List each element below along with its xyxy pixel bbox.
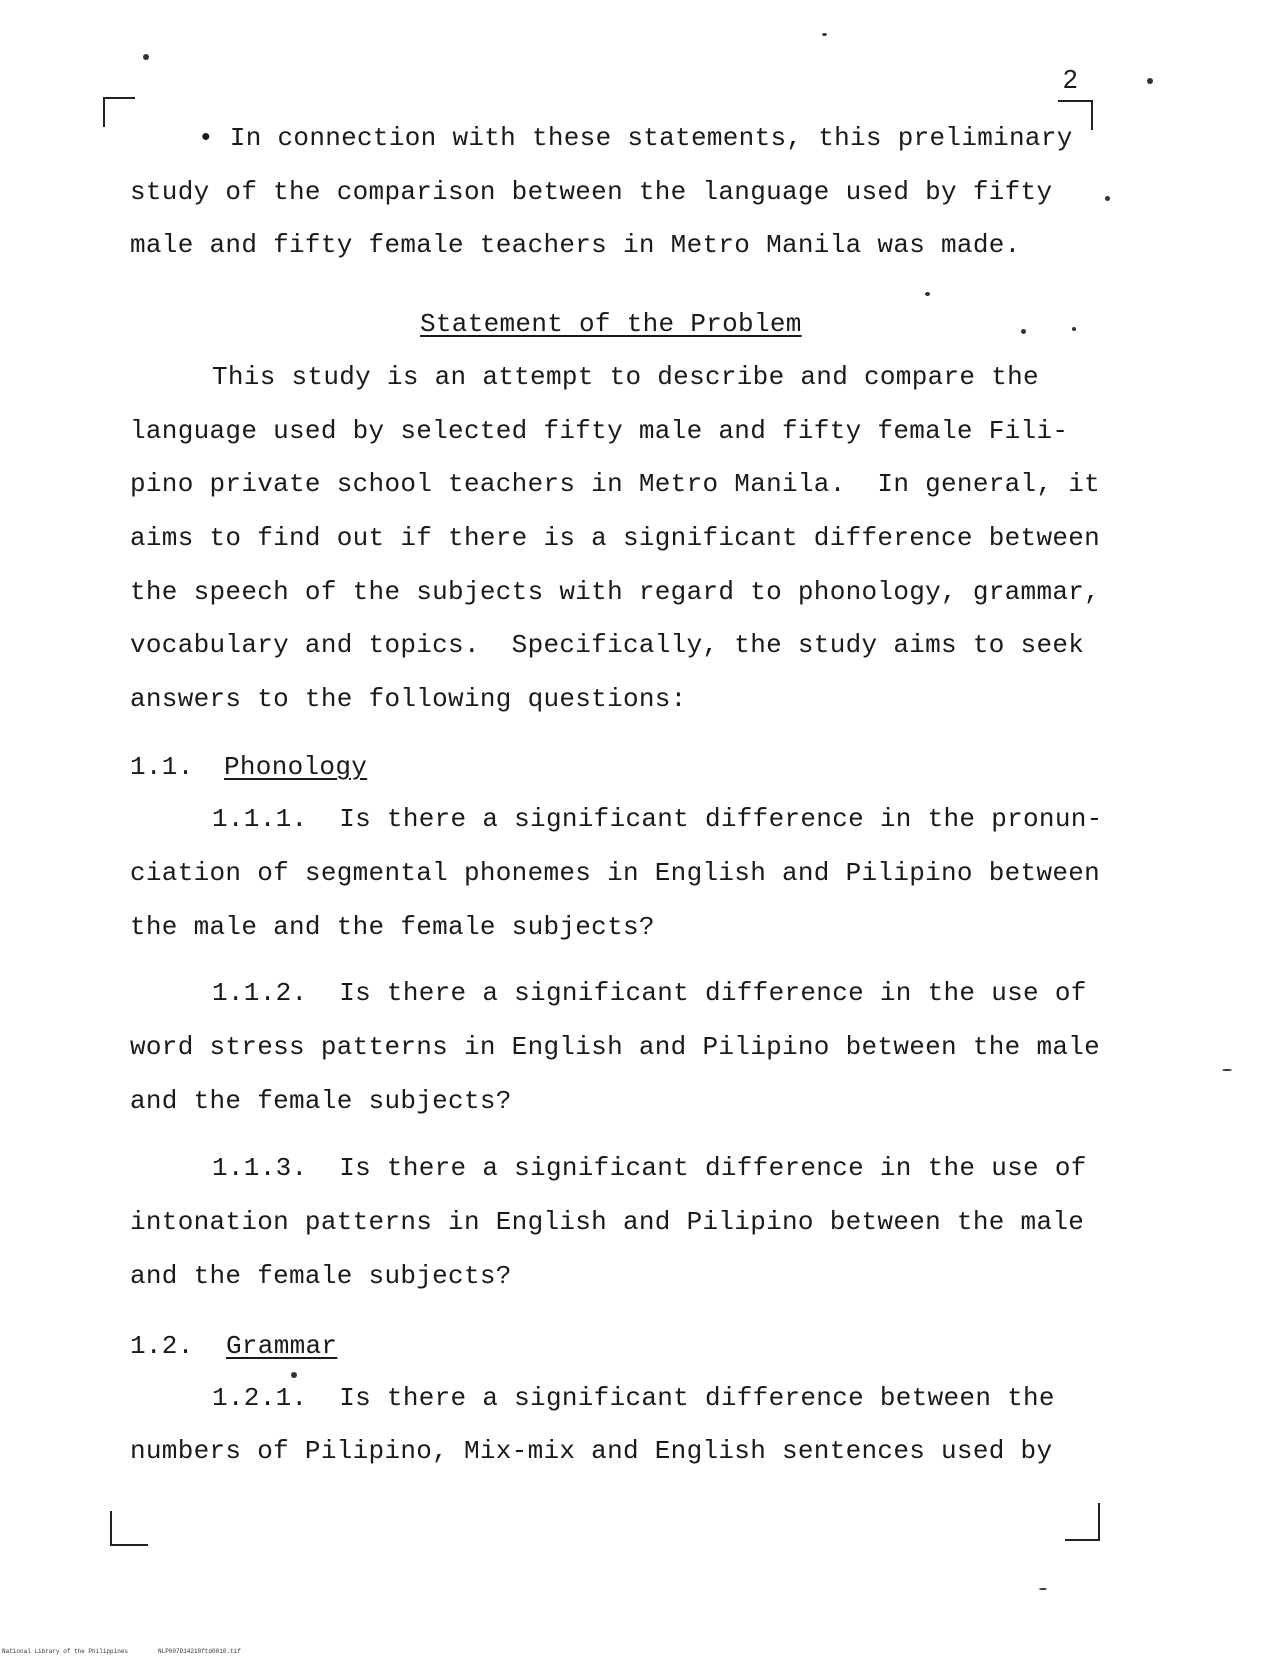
- text-line: This study is an attempt to describe and compare the: [212, 362, 1039, 392]
- text-line: 1.1.1. Is there a significant difference in the pronun-: [212, 804, 1103, 834]
- corner-mark-bottom-right: [1065, 1539, 1100, 1541]
- text-line: 1.1.2. Is there a significant difference in the use of: [212, 978, 1087, 1008]
- subsection-number: 1.2.: [130, 1331, 194, 1361]
- text-line: intonation patterns in English and Pilipino between the male: [130, 1207, 1085, 1237]
- scan-speck: [1021, 329, 1026, 334]
- corner-mark-bottom-left: [110, 1511, 112, 1546]
- text-line: the speech of the subjects with regard to phonology, grammar,: [130, 577, 1101, 607]
- text-line: vocabulary and topics. Specifically, the study aims to seek: [130, 630, 1085, 660]
- subsection-number: 1.1.: [130, 752, 194, 782]
- text-line: 1.2.1. Is there a significant difference between the: [212, 1383, 1055, 1413]
- text-line: and the female subjects?: [130, 1086, 512, 1116]
- page-number-rule: [1058, 100, 1092, 102]
- corner-mark-top-left: [103, 97, 135, 99]
- text-line: answers to the following questions:: [130, 684, 687, 714]
- text-line: aims to find out if there is a significant difference between: [130, 523, 1101, 553]
- section-heading: Statement of the Problem: [420, 309, 802, 339]
- scan-speck: [291, 1372, 297, 1378]
- text-line: male and fifty female teachers in Metro Manila was made.: [130, 230, 1021, 260]
- text-line: • In connection with these statements, this preliminary: [198, 123, 1073, 153]
- corner-mark-bottom-right: [1098, 1503, 1100, 1541]
- corner-mark-bottom-left: [110, 1544, 148, 1546]
- scan-footer-right: NLP007D14218ftd0010.tif: [158, 1648, 241, 1655]
- subsection-heading: Grammar: [226, 1331, 338, 1361]
- scan-footer-left: National Library of the Philippines: [2, 1648, 129, 1655]
- scan-speck: [1105, 196, 1110, 201]
- scan-speck: [1147, 78, 1153, 84]
- subsection-heading: Phonology: [224, 752, 368, 782]
- text-line: word stress patterns in English and Pilipino between the male: [130, 1032, 1101, 1062]
- text-line: and the female subjects?: [130, 1261, 512, 1291]
- text-line: 1.1.3. Is there a significant difference in the use of: [212, 1153, 1087, 1183]
- corner-mark-top-left: [103, 97, 105, 127]
- corner-mark-top-right: [1091, 100, 1093, 130]
- scan-speck: [1039, 1588, 1047, 1590]
- text-line: ciation of segmental phonemes in English and Pilipino between: [130, 858, 1101, 888]
- text-line: study of the comparison between the language used by fifty: [130, 177, 1053, 207]
- scan-speck: [1222, 1069, 1232, 1071]
- text-line: language used by selected fifty male and fifty female Fili-: [130, 416, 1069, 446]
- scan-speck: [925, 292, 930, 296]
- text-line: numbers of Pilipino, Mix-mix and English sentences used by: [130, 1436, 1053, 1466]
- text-line: the male and the female subjects?: [130, 912, 655, 942]
- text-line: pino private school teachers in Metro Manila. In general, it: [130, 469, 1101, 499]
- scan-speck: [1072, 327, 1076, 331]
- page-number: 2: [1063, 64, 1078, 94]
- scan-speck: [143, 54, 149, 60]
- scan-speck: [822, 33, 827, 36]
